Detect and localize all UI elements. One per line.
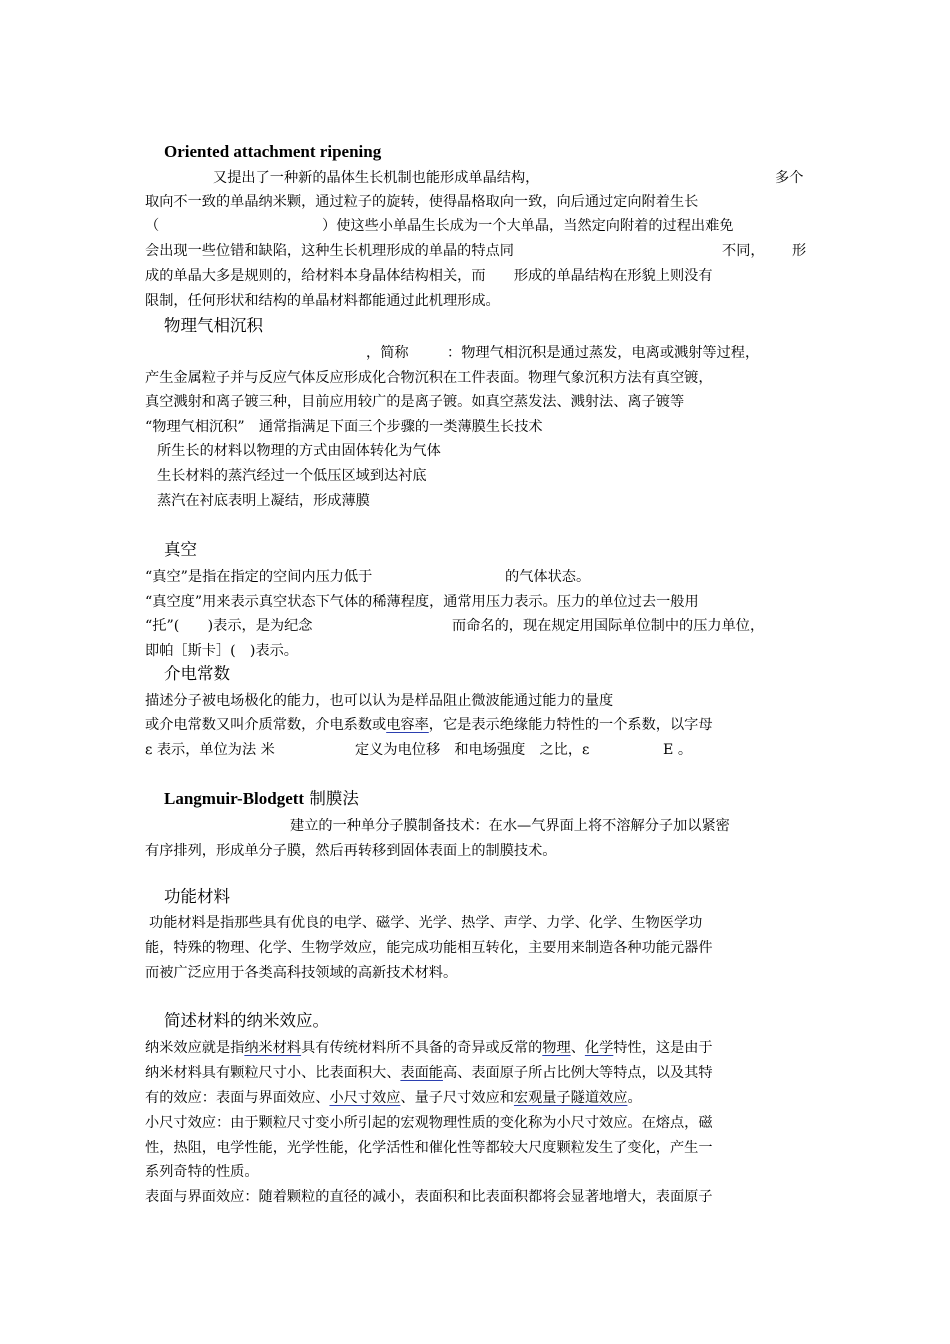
text-span: 、 <box>570 1040 585 1056</box>
heading-pvd: 物理气相沉积 <box>164 316 263 335</box>
paragraph-line: 的气体状态。 <box>505 569 591 585</box>
paragraph-line: 建立的一种单分子膜制备技术：在水—气界面上将不溶解分子加以紧密 <box>290 818 730 834</box>
paragraph-line: 表面与界面效应：随着颗粒的直径的减小，表面积和比表面积都将会显著地增大，表面原子 <box>145 1189 713 1205</box>
paragraph-line: 功能材料是指那些具有优良的电学、磁学、光学、热学、声学、力学、化学、生物医学功 <box>149 915 703 931</box>
paragraph-line <box>145 1086 642 1110</box>
paragraph-line: 成的单晶大多是规则的，给材料本身晶体结构相关，而 形成的单晶结构在形貌上则没有 <box>145 268 713 284</box>
heading-langmuir-blodgett <box>164 788 359 810</box>
link-surface-energy[interactable]: 表面能 <box>400 1065 443 1081</box>
text-span: 、量子尺寸效应和 <box>400 1090 514 1106</box>
paragraph-line: 又提出了一种新的晶体生长机制也能形成单晶结构， <box>213 170 540 186</box>
link-nanomaterial[interactable]: 纳米材料 <box>244 1040 302 1056</box>
link-macroscopic-quantum-tunneling[interactable]: 宏观量子隧道效应 <box>513 1090 628 1106</box>
text-span: 纳米材料具有颗粒尺寸小、比表面积大、 <box>145 1065 401 1081</box>
paragraph-line: 不同， <box>722 243 765 259</box>
paragraph-line: ）使这些小单晶生长成为一个大单晶，当然定向附着的过程出难免 <box>322 218 734 234</box>
text-span: ，它是表示绝缘能力特性的一个系数，以字母 <box>428 717 713 733</box>
paragraph-line <box>145 1036 713 1060</box>
paragraph-line: 生长材料的蒸汽经过一个低压区域到达衬底 <box>157 468 427 484</box>
text-span: 或介电常数又叫介质常数，介电系数或 <box>145 717 387 733</box>
heading-functional-materials: 功能材料 <box>164 887 230 906</box>
heading-dielectric-constant: 介电常数 <box>164 664 230 683</box>
heading-nano-effect: 简述材料的纳米效应。 <box>164 1011 329 1030</box>
paragraph-line: “真空”是指在指定的空间内压力低于 <box>145 569 373 585</box>
paragraph-line: 产生金属粒子并与反应气体反应形成化合物沉积在工件表面。物理气象沉积方法有真空镀， <box>145 370 713 386</box>
text-span: 高、表面原子所占比例大等特点，以及其特 <box>442 1065 713 1081</box>
paragraph-line: 而命名的，现在规定用国际单位制中的压力单位， <box>452 618 765 634</box>
paragraph-line: 性，热阻，电学性能，光学性能，化学活性和催化性等都较大尺度颗粒发生了变化，产生一 <box>145 1140 713 1156</box>
paragraph-line: 会出现一些位错和缺陷，这种生长机理形成的单晶的特点同 <box>145 243 514 259</box>
heading-vacuum: 真空 <box>164 540 197 559</box>
paragraph-line <box>145 1061 713 1085</box>
paragraph-line: （ <box>145 218 160 234</box>
paragraph-line: 描述分子被电场极化的能力，也可以认为是样品阻止微波能通过能力的量度 <box>145 693 614 709</box>
paragraph-line: 有序排列，形成单分子膜，然后再转移到固体表面上的制膜技术。 <box>145 843 557 859</box>
paragraph-line: ：物理气相沉积是通过蒸发，电离或溅射等过程， <box>447 345 760 361</box>
paragraph-line: 所生长的材料以物理的方式由固体转化为气体 <box>157 443 441 459</box>
paragraph-line: 限制，任何形状和结构的单晶材料都能通过此机理形成。 <box>145 293 500 309</box>
text-span: 有的效应：表面与界面效应、 <box>145 1090 330 1106</box>
paragraph-line: 系列奇特的性质。 <box>145 1164 259 1180</box>
paragraph-line: 形 <box>792 243 807 259</box>
text-span: 具有传统材料所不具备的奇异或反常的 <box>301 1040 543 1056</box>
paragraph-line: ，简称 <box>366 345 409 361</box>
text-span: 特性，这是由于 <box>613 1040 713 1056</box>
text-span: 纳米效应就是指 <box>145 1040 245 1056</box>
paragraph-line: 真空溅射和离子镀三种，目前应用较广的是离子镀。如真空蒸发法、溅射法、离子镀等 <box>145 394 685 410</box>
paragraph-line: 多个 <box>775 170 804 186</box>
paragraph-line: “真空度”用来表示真空状态下气体的稀薄程度，通常用压力表示。压力的单位过去一般用 <box>145 594 699 610</box>
paragraph-line: 即帕［斯卡］( )表示。 <box>145 643 298 659</box>
link-chemistry[interactable]: 化学 <box>584 1040 614 1056</box>
paragraph-line: E 。 <box>663 742 693 758</box>
link-capacitivity[interactable]: 电容率 <box>386 717 429 733</box>
paragraph-line: 蒸汽在衬底表明上凝结，形成薄膜 <box>157 493 370 509</box>
paragraph-line <box>145 713 713 737</box>
link-physics[interactable]: 物理 <box>542 1040 571 1056</box>
paragraph-line: 取向不一致的单晶纳米颗，通过粒子的旋转，使得晶格取向一致，向后通过定向附着生长 <box>145 194 699 210</box>
paragraph-line: ε 表示，单位为法 米 <box>145 742 275 758</box>
paragraph-line: 而被广泛应用于各类高科技领域的高新技术材料。 <box>145 965 458 981</box>
link-small-size-effect[interactable]: 小尺寸效应 <box>329 1090 401 1106</box>
paragraph-line: 能，特殊的物理、化学、生物学效应，能完成功能相互转化，主要用来制造各种功能元器件 <box>145 940 713 956</box>
paragraph-line: “物理气相沉积” 通常指满足下面三个步骤的一类薄膜生长技术 <box>145 419 543 435</box>
heading-lb-cn: 制膜法 <box>304 789 359 808</box>
heading-lb-latin: Langmuir-Blodgett <box>164 789 305 808</box>
heading-oriented-attachment: Oriented attachment ripening <box>164 142 382 161</box>
paragraph-line: 定义为电位移 和电场强度 之比，ε <box>355 742 590 758</box>
text-span: 。 <box>627 1090 642 1106</box>
paragraph-line: “托”( )表示，是为纪念 <box>145 618 313 634</box>
paragraph-line: 小尺寸效应：由于颗粒尺寸变小所引起的宏观物理性质的变化称为小尺寸效应。在熔点，磁 <box>145 1115 713 1131</box>
